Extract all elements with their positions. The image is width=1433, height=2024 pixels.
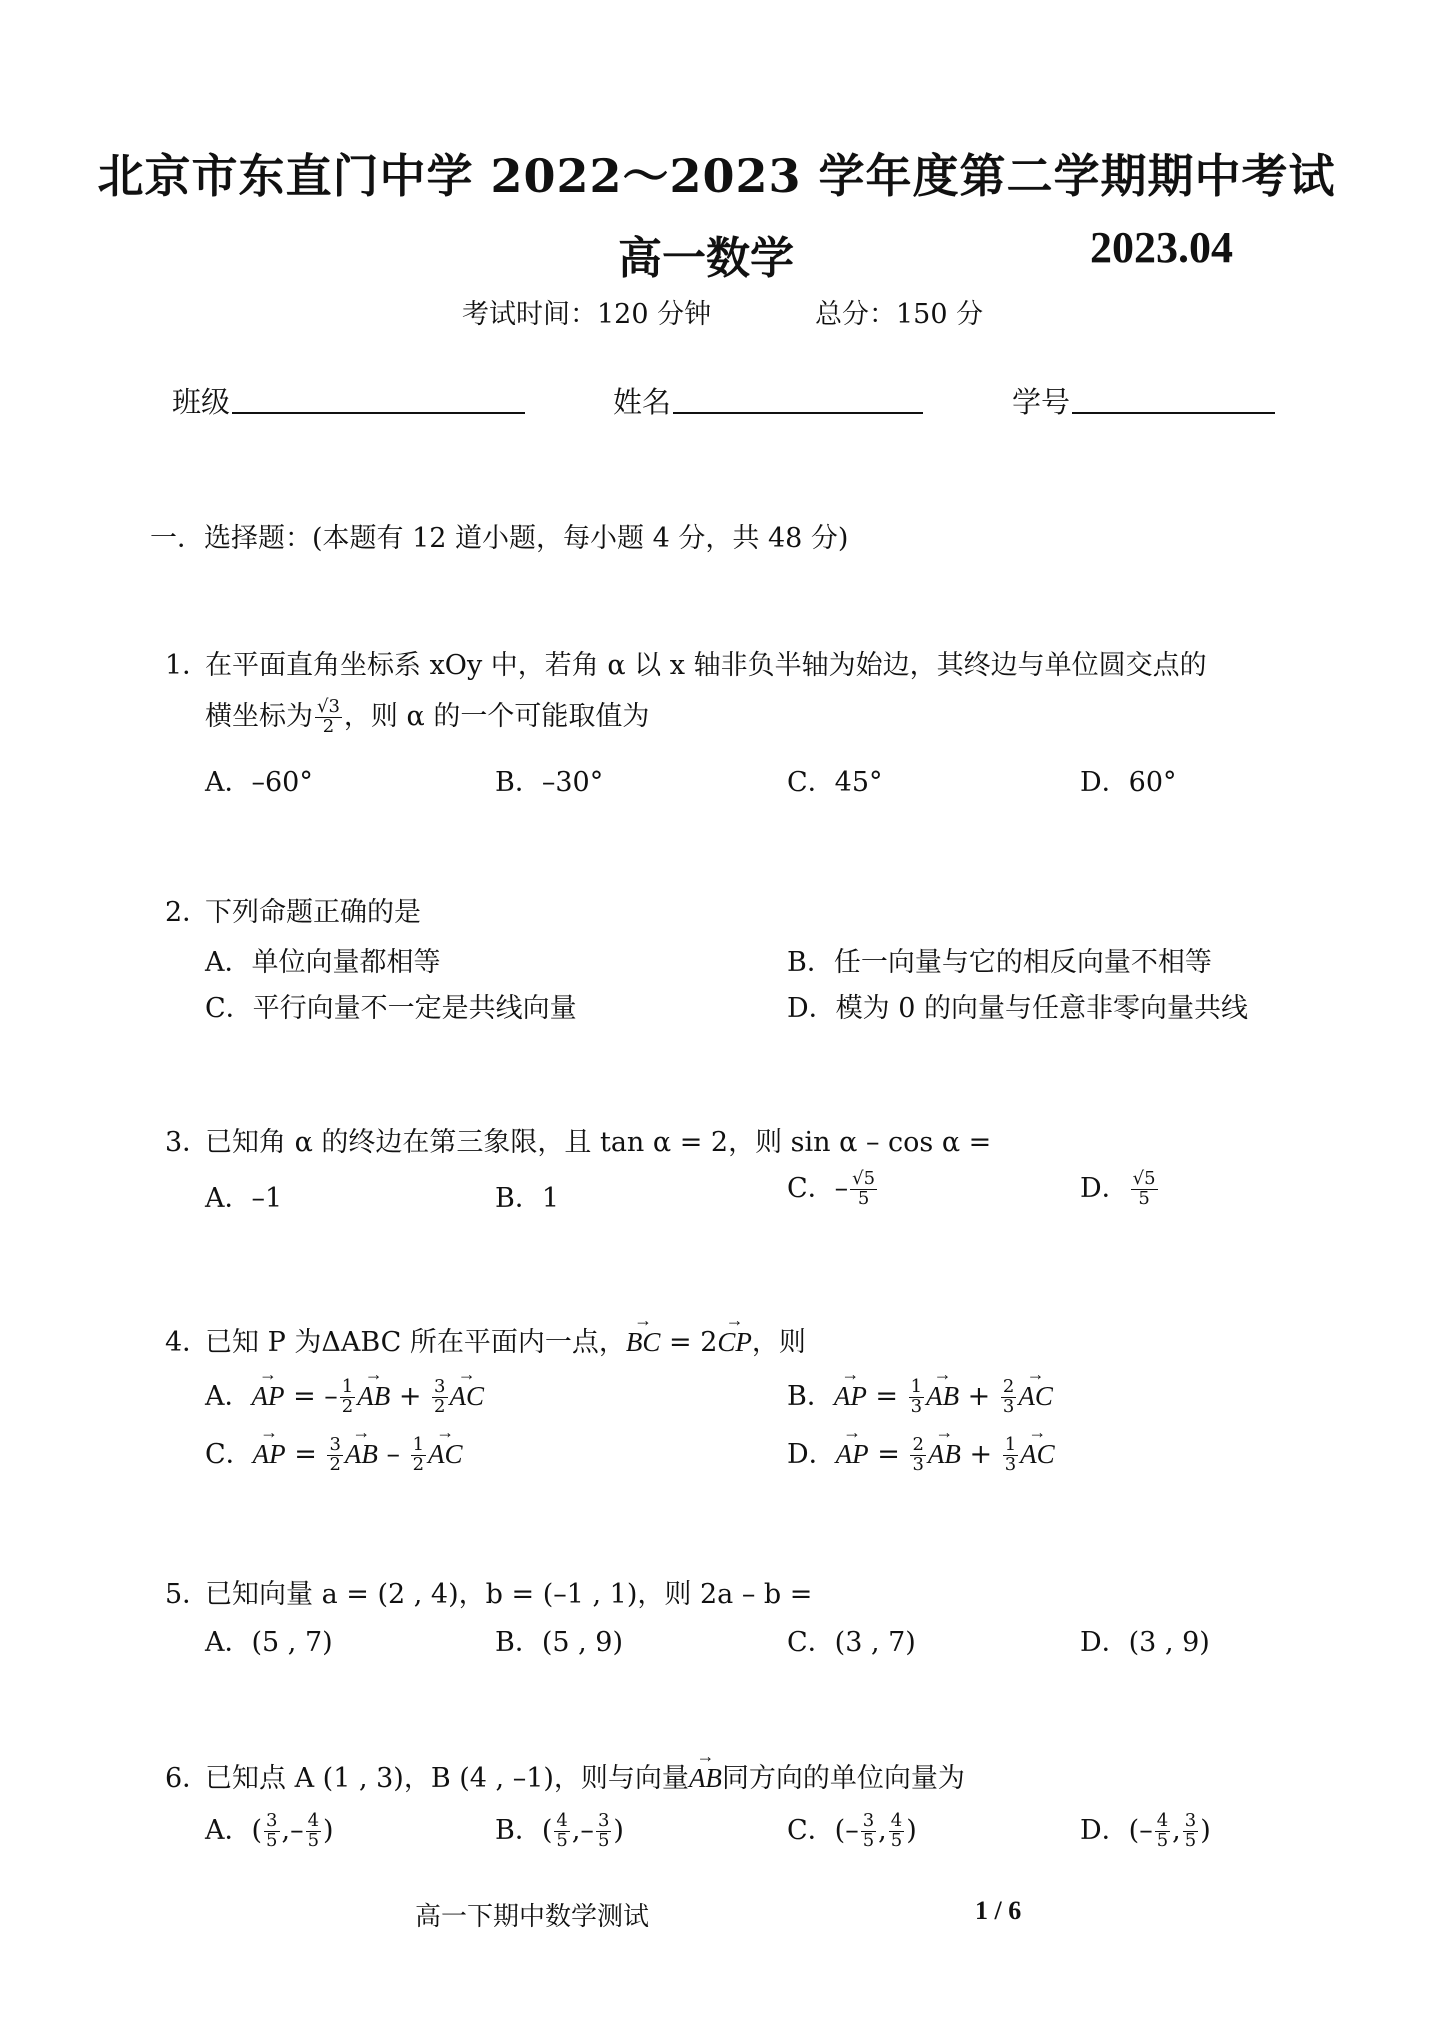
question-2	[165, 890, 421, 929]
section-heading: 一．选择题：(本题有 12 道小题，每小题 4 分，共 48 分)	[150, 523, 849, 554]
option-label: B．	[495, 1815, 542, 1846]
question-number: 5．	[165, 1579, 210, 1610]
question-5	[165, 1572, 812, 1611]
numerator: √3	[317, 696, 340, 718]
exam-time: 考试时间：120 分钟	[462, 299, 712, 330]
fraction	[315, 698, 342, 737]
question-number: 3．	[165, 1127, 210, 1158]
denominator: 2	[322, 716, 335, 737]
option-a[interactable]: A．–1	[205, 1183, 283, 1214]
page-number: 1 / 6	[975, 1896, 1022, 1925]
option-a[interactable]: A．( $\frac{3}{5}$ ,– $\frac{4}{5}$ )	[205, 1810, 334, 1851]
student-id-label: 学号	[1012, 385, 1071, 419]
option-b[interactable]: B．( $\frac{4}{5}$ ,– $\frac{3}{5}$ )	[495, 1810, 624, 1851]
question-stem-line2b: ，则 α 的一个可能取值为	[343, 701, 650, 732]
option-c[interactable]: C．45°	[787, 767, 883, 798]
question-stem-b: ，则	[751, 1327, 806, 1358]
vector-equation: → BC = 2→ CP	[626, 1327, 752, 1358]
option-b[interactable]: B．1	[495, 1183, 560, 1214]
option-d[interactable]: D．(3 , 9)	[1080, 1627, 1210, 1658]
question-number: 1．	[165, 650, 210, 681]
numerator: √5	[852, 1168, 876, 1190]
subject-title: 高一数学	[618, 233, 794, 284]
option-c[interactable]: C．(– $\frac{3}{5}$ , $\frac{4}{5}$ )	[787, 1810, 917, 1851]
option-c[interactable]: C．平行向量不一定是共线向量	[205, 993, 577, 1024]
option-b[interactable]: B．(5 , 9)	[495, 1627, 624, 1658]
exam-title: 北京市东直门中学 2022～2023 学年度第二学期期中考试	[97, 149, 1336, 203]
fraction	[850, 1170, 877, 1209]
question-number: 2．	[165, 897, 210, 928]
question-stem: 下列命题正确的是	[205, 897, 421, 928]
option-a[interactable]: A．(5 , 7)	[205, 1627, 333, 1658]
option-d[interactable]	[1080, 1166, 1160, 1209]
question-stem-line2a: 横坐标为	[205, 701, 313, 732]
question-6	[165, 1756, 965, 1795]
option-c[interactable]	[787, 1166, 879, 1209]
option-label: A．	[205, 1815, 252, 1846]
option-d[interactable]: D．→ AP = $\frac{2}{3}$ → AB + $\frac{1}{3}$ → AC	[787, 1432, 1055, 1475]
question-stem-a: 已知点 A (1 , 3)，B (4 , –1)，则与向量	[205, 1763, 689, 1794]
option-d[interactable]: D．模为 0 的向量与任意非零向量共线	[787, 993, 1248, 1024]
question-stem: 已知向量 a = (2 , 4)，b = (–1 , 1)，则 2a – b =	[205, 1579, 813, 1610]
option-a[interactable]: A．→ AP = – $\frac{1}{2}$ → AB + $\frac{3}{2}$ → AC	[205, 1374, 484, 1417]
class-field[interactable]	[232, 412, 525, 414]
option-b[interactable]: B．任一向量与它的相反向量不相等	[787, 947, 1212, 978]
option-label: C．	[787, 1815, 835, 1846]
option-label: C．	[787, 1173, 835, 1204]
option-label: B．	[787, 1381, 834, 1412]
option-label: D．	[1080, 1815, 1129, 1846]
option-a[interactable]: A．–60°	[205, 767, 313, 798]
option-b[interactable]: B．–30°	[495, 767, 604, 798]
question-number: 6．	[165, 1763, 210, 1794]
option-label: D．	[787, 1439, 836, 1470]
option-label: C．	[205, 1439, 253, 1470]
exam-date: 2023.04	[1090, 223, 1233, 272]
question-number: 4．	[165, 1327, 210, 1358]
exam-total: 总分：150 分	[815, 299, 984, 330]
question-3	[165, 1120, 991, 1159]
question-stem-a: 已知 P 为ΔABC 所在平面内一点，	[205, 1327, 626, 1358]
option-b[interactable]: B．→ AP = $\frac{1}{3}$ → AB + $\frac{2}{3}$ → AC	[787, 1374, 1053, 1417]
name-label: 姓名	[613, 385, 672, 419]
option-d[interactable]: D．60°	[1080, 767, 1177, 798]
denominator: 5	[857, 1188, 870, 1209]
question-4	[165, 1320, 806, 1359]
question-stem-line1: 在平面直角坐标系 xOy 中，若角 α 以 x 轴非负半轴为始边，其终边与单位圆交点的	[205, 650, 1207, 681]
option-c[interactable]: C．(3 , 7)	[787, 1627, 916, 1658]
option-c[interactable]: C．→ AP = $\frac{3}{2}$ → AB – $\frac{1}{2}$ → AC	[205, 1432, 463, 1475]
question-1	[165, 643, 1207, 682]
question-stem-b: 同方向的单位向量为	[721, 1763, 965, 1794]
denominator: 5	[1138, 1188, 1150, 1209]
name-field[interactable]	[673, 412, 923, 414]
vector-ab: → AB	[689, 1763, 722, 1794]
question-1-line2	[205, 694, 649, 737]
option-d[interactable]: D．(– $\frac{4}{5}$ , $\frac{3}{5}$ )	[1080, 1810, 1211, 1851]
student-id-field[interactable]	[1072, 412, 1275, 414]
option-label: A．	[205, 1381, 252, 1412]
class-label: 班级	[172, 385, 231, 419]
numerator: √5	[1132, 1168, 1156, 1190]
question-stem: 已知角 α 的终边在第三象限，且 tan α = 2，则 sin α – cos α =	[205, 1127, 992, 1158]
option-a[interactable]: A．单位向量都相等	[205, 947, 441, 978]
fraction	[1131, 1170, 1158, 1209]
minus-sign: –	[834, 1173, 849, 1204]
option-label: D．	[1080, 1173, 1129, 1204]
footer-text: 高一下期中数学测试	[415, 1902, 650, 1932]
